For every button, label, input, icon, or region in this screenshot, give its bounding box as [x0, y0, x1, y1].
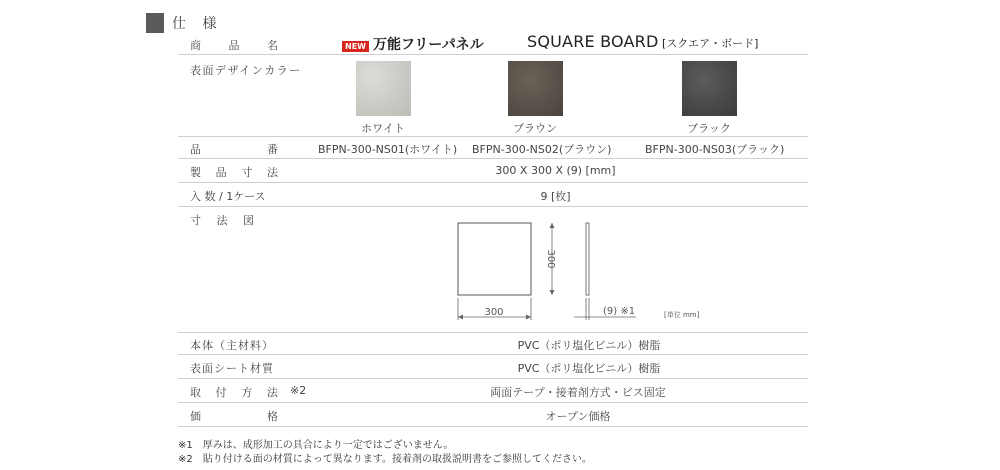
height-arrow-top	[550, 223, 555, 228]
installation-note: ※2	[290, 384, 307, 397]
row-part-number	[178, 136, 808, 159]
quantity-value: 9 [枚]	[540, 190, 571, 203]
swatch-white	[356, 61, 411, 116]
product-name-en-text: SQUARE BOARD	[527, 32, 659, 51]
label-char: 価	[190, 410, 201, 423]
row-price	[178, 402, 808, 427]
part-number-black: BFPN-300-NS03(ブラック)	[645, 143, 785, 156]
color-name-brown: ブラウン	[513, 122, 557, 135]
product-name-label	[190, 37, 278, 53]
row-surface-material	[178, 354, 808, 379]
row-quantity	[178, 182, 808, 207]
row-dimension-drawing	[178, 206, 808, 333]
installation-value: 両面テープ・接着剤方式・ビス固定	[490, 386, 666, 399]
surface-material-value: PVC（ポリ塩化ビニル）樹脂	[517, 362, 661, 375]
design-color-label: 表面デザインカラー	[190, 64, 302, 77]
quantity-label: 入 数 / 1ケース	[190, 190, 266, 203]
label-char: 番	[267, 143, 278, 156]
part-number-brown: BFPN-300-NS02(ブラウン)	[472, 143, 612, 156]
body-material-label: 本体（主材料）	[190, 339, 274, 352]
heading-square-icon	[146, 13, 164, 33]
row-product-size	[178, 158, 808, 183]
footnote-2: ※2 貼り付ける面の材質によって異なります。接着剤の取扱説明書をご参照してください。	[178, 454, 592, 465]
body-material-value: PVC（ポリ塩化ビニル）樹脂	[517, 339, 661, 352]
swatch-black	[682, 61, 737, 116]
label-char: 取	[190, 386, 201, 399]
row-design-colors	[178, 54, 808, 137]
label-char: 品	[215, 166, 227, 179]
label-char: 方	[241, 386, 253, 399]
product-name-jp	[342, 34, 484, 54]
label-char: 法	[266, 386, 278, 399]
label-char: 図	[243, 214, 254, 227]
part-number-white: BFPN-300-NS01(ホワイト)	[318, 143, 458, 156]
thickness-dimension-label: (9) ※1	[603, 306, 636, 317]
label-char: 法	[216, 214, 228, 227]
label-char: 寸	[241, 166, 253, 179]
row-installation	[178, 378, 808, 403]
dimension-drawing	[178, 206, 808, 332]
section-title: 仕 様	[172, 16, 223, 32]
unit-label: [単位 mm]	[664, 311, 700, 319]
part-number-label	[190, 141, 278, 157]
label-char: 格	[267, 410, 278, 423]
label-char: 名	[267, 39, 278, 52]
width-arrow-right	[526, 315, 531, 320]
label-char: 品	[228, 39, 240, 52]
new-badge: NEW	[342, 41, 369, 52]
width-dimension-label: 300	[484, 307, 504, 318]
panel-side-view	[586, 223, 589, 295]
label-char: 商	[190, 39, 201, 52]
color-name-white: ホワイト	[361, 122, 405, 135]
product-size-value: 300 X 300 X (9) [mm]	[495, 164, 616, 177]
label-char: 製	[190, 166, 201, 179]
label-char: 法	[266, 166, 278, 179]
section-heading	[146, 12, 222, 34]
label-char: 品	[190, 143, 201, 156]
footnote-1: ※1 厚みは、成形加工の具合により一定ではございません。	[178, 440, 454, 451]
panel-front-view	[458, 223, 531, 295]
product-name-text: 万能フリーパネル	[372, 37, 484, 53]
swatch-brown	[508, 61, 563, 116]
row-product-name	[178, 32, 808, 55]
height-arrow-bottom	[550, 290, 555, 295]
price-value: オープン価格	[545, 410, 611, 423]
row-body-material	[178, 332, 808, 355]
product-name-en-sub: [スクエア・ボード]	[662, 37, 759, 50]
height-dimension-label: 300	[545, 249, 556, 269]
width-arrow-left	[458, 315, 463, 320]
surface-material-label: 表面シート材質	[190, 362, 274, 375]
color-name-black: ブラック	[687, 122, 731, 135]
label-char: 寸	[190, 214, 201, 227]
label-char: 付	[215, 386, 227, 399]
product-name-en	[527, 32, 758, 51]
